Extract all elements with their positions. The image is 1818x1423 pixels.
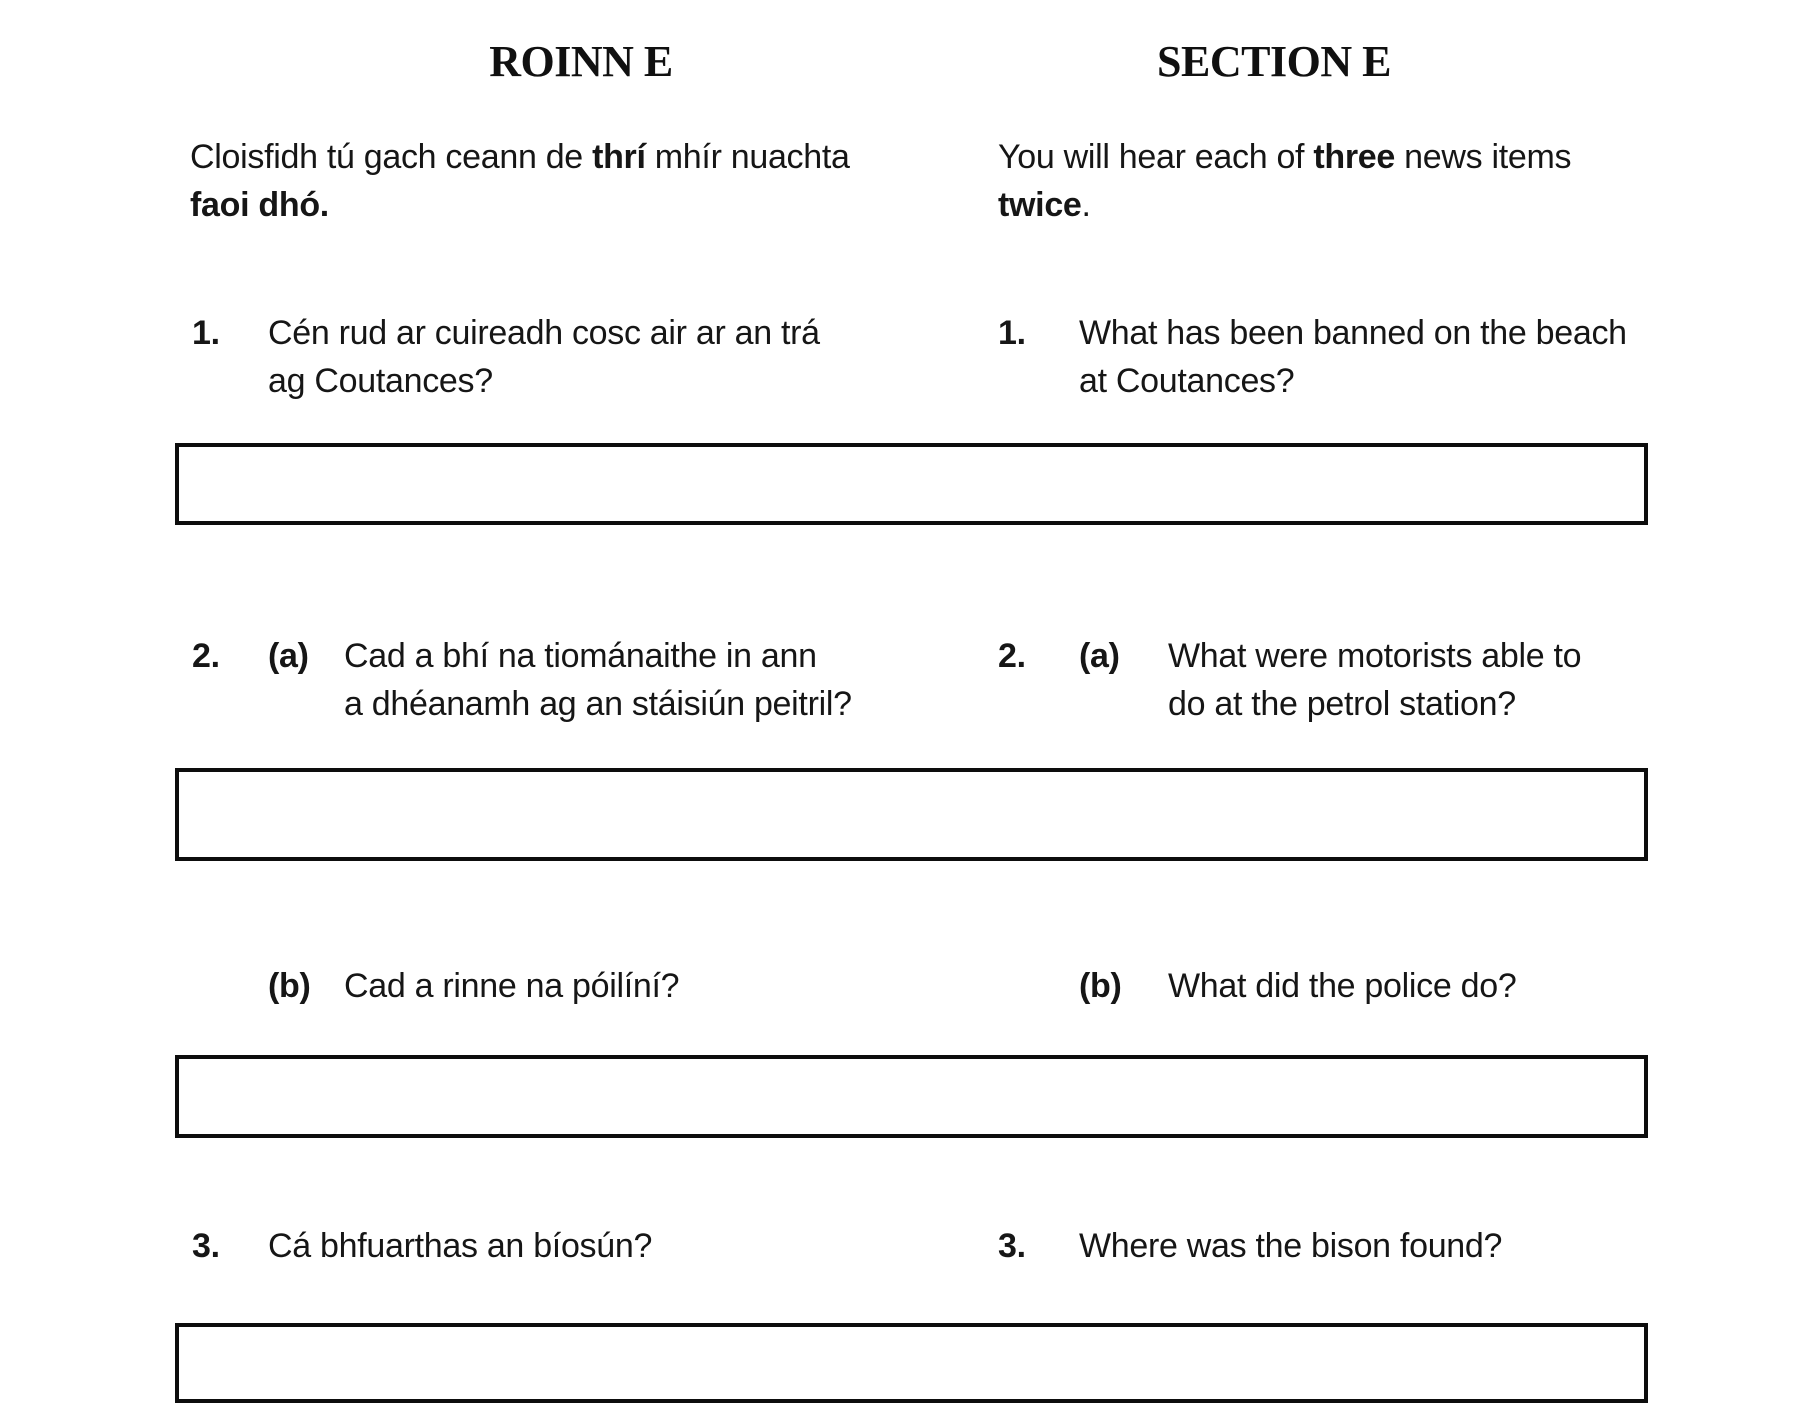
heading-roinn-e: ROINN E	[489, 37, 673, 86]
question-2-number-english: 2.	[998, 637, 1026, 675]
question-2a-text-english	[1168, 632, 1581, 728]
intro-irish	[190, 133, 850, 229]
question-2b-marker-english: (b)	[1079, 967, 1122, 1005]
question-2a-english-line2: do at the petrol station?	[1168, 685, 1516, 723]
intro-english-line2: twice.	[998, 186, 1091, 224]
question-2-number-irish: 2.	[192, 637, 220, 675]
question-3-irish-line1: Cá bhfuarthas an bíosún?	[268, 1227, 653, 1265]
answer-box-2[interactable]	[175, 768, 1648, 861]
answer-box-3[interactable]	[175, 1055, 1648, 1138]
question-1-text-english	[1079, 309, 1627, 405]
question-2a-text-irish	[344, 632, 852, 728]
question-2b-text-irish	[344, 962, 679, 1010]
question-3-english-line1: Where was the bison found?	[1079, 1227, 1503, 1265]
question-1-english-line1: What has been banned on the beach	[1079, 314, 1627, 352]
question-1-irish-line2: ag Coutances?	[268, 362, 493, 400]
question-3-number-irish: 3.	[192, 1227, 220, 1265]
question-2a-irish-line1: Cad a bhí na tiománaithe in ann	[344, 637, 817, 675]
question-2b-text-english	[1168, 962, 1516, 1010]
question-2b-irish-line1: Cad a rinne na póilíní?	[344, 967, 680, 1005]
question-1-text-irish	[268, 309, 820, 405]
answer-box-4[interactable]	[175, 1323, 1648, 1403]
question-3-text-irish	[268, 1222, 652, 1270]
question-2a-english-line1: What were motorists able to	[1168, 637, 1582, 675]
question-3-text-english	[1079, 1222, 1502, 1270]
question-2b-marker-irish: (b)	[268, 967, 311, 1005]
question-1-irish-line1: Cén rud ar cuireadh cosc air ar an trá	[268, 314, 820, 352]
question-1-number-irish: 1.	[192, 314, 220, 352]
question-2a-marker-english: (a)	[1079, 637, 1120, 675]
question-1-number-english: 1.	[998, 314, 1026, 352]
question-1-english-line2: at Coutances?	[1079, 362, 1295, 400]
question-2a-irish-line2: a dhéanamh ag an stáisiún peitril?	[344, 685, 852, 723]
intro-irish-line2: faoi dhó.	[190, 186, 329, 224]
intro-irish-line1: Cloisfidh tú gach ceann de thrí mhír nuachta	[190, 138, 850, 176]
intro-english	[998, 133, 1571, 229]
answer-box-1[interactable]	[175, 443, 1648, 525]
intro-english-line1: You will hear each of three news items	[998, 138, 1572, 176]
heading-section-e: SECTION E	[1157, 37, 1391, 86]
question-2a-marker-irish: (a)	[268, 637, 309, 675]
question-3-number-english: 3.	[998, 1227, 1026, 1265]
question-2b-english-line1: What did the police do?	[1168, 967, 1517, 1005]
